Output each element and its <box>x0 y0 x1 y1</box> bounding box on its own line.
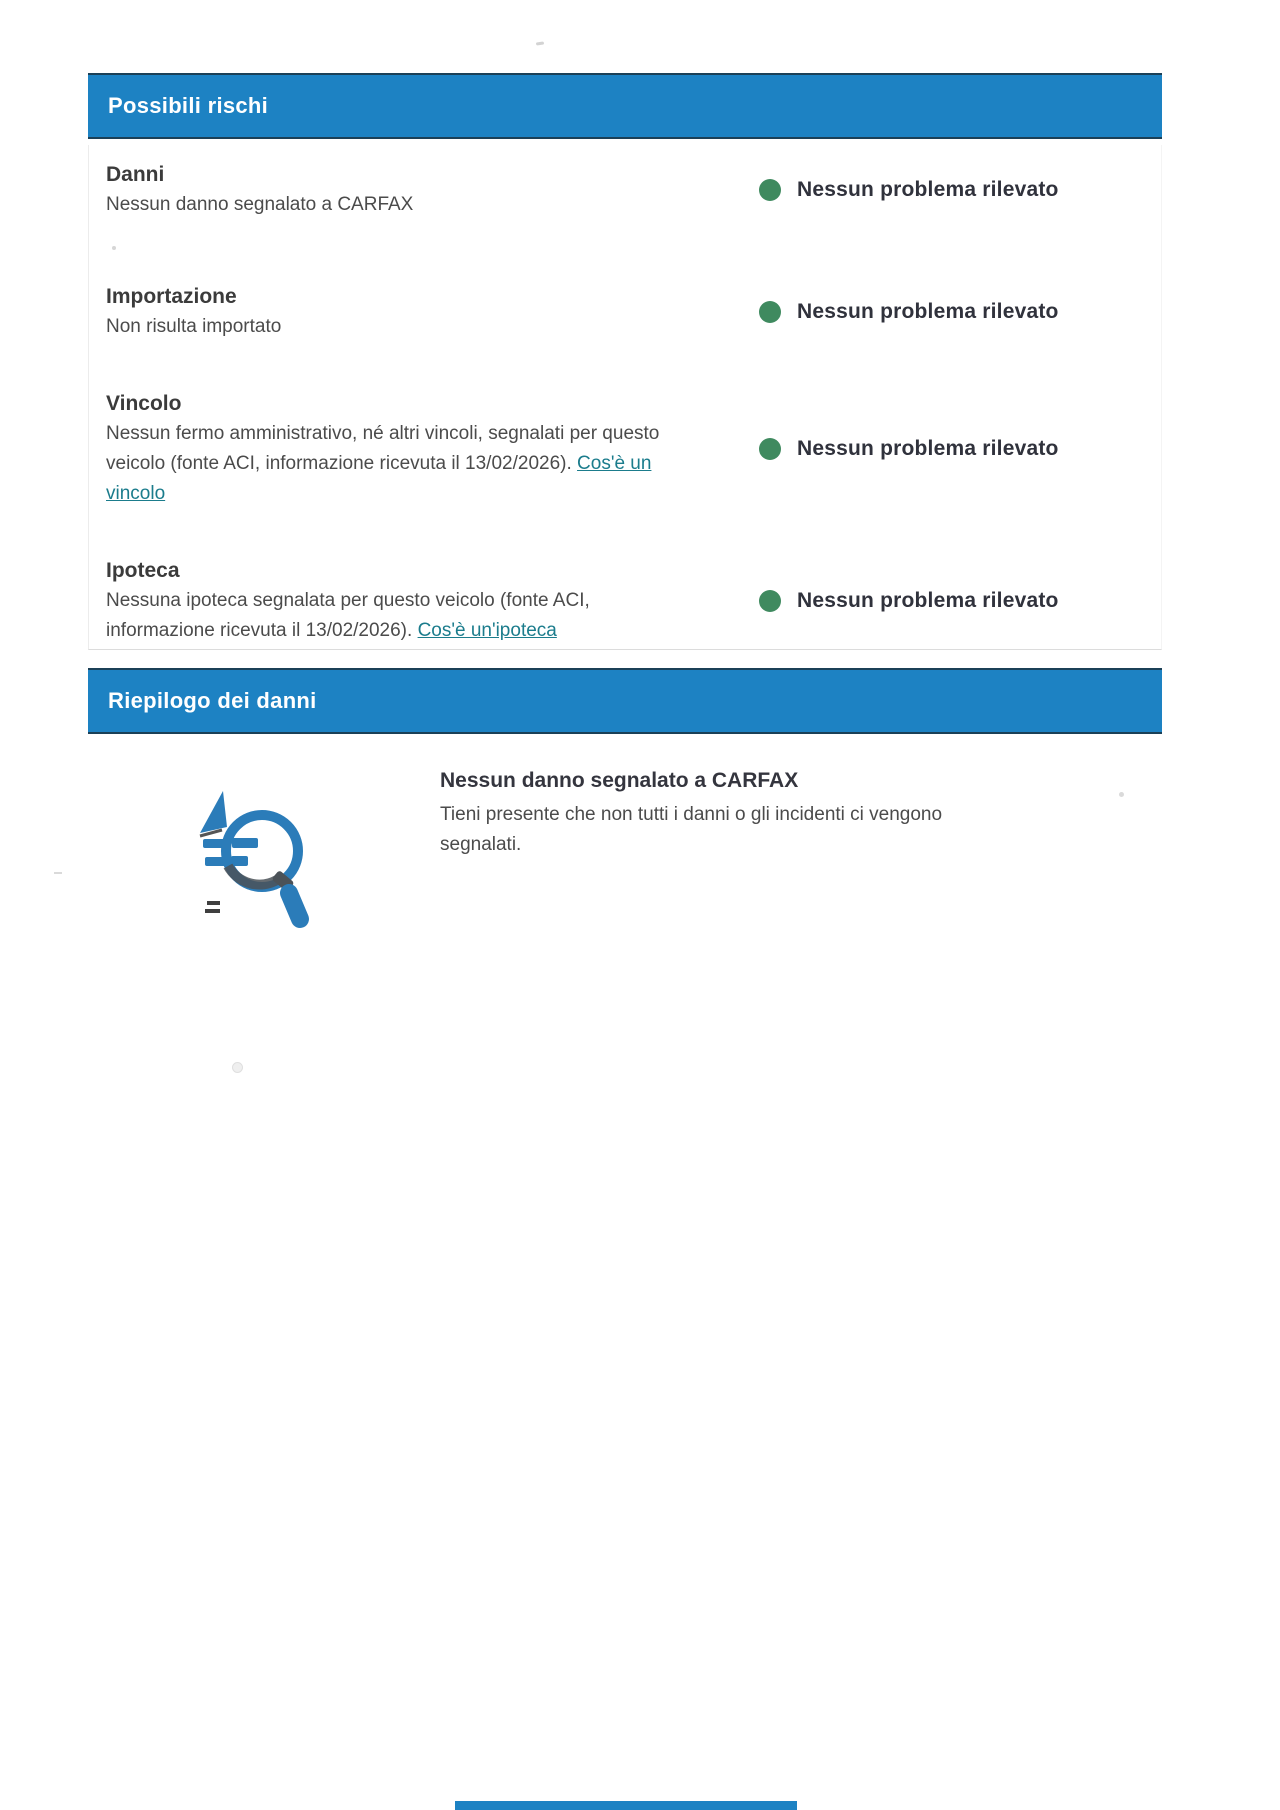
scan-speck <box>536 41 544 45</box>
green-status-dot-icon <box>759 438 781 460</box>
green-status-dot-icon <box>759 179 781 201</box>
status-indicator <box>759 589 1059 613</box>
scan-speck <box>232 1062 243 1073</box>
link-cose-un-vincolo[interactable]: Cos'è un vincolo <box>106 453 652 504</box>
possibili-rischi-card <box>88 145 1162 650</box>
section-header-possibili-rischi <box>88 73 1162 139</box>
scan-speck <box>1119 792 1124 797</box>
risk-description: Nessuna ipoteca segnalata per questo veicolo (fonte ACI, informazione ricevuta il 13/02/2026). <box>106 590 590 641</box>
risk-row-danni <box>106 160 1161 220</box>
green-status-dot-icon <box>759 301 781 323</box>
risk-description: Nessun fermo amministrativo, né altri vincoli, segnalati per questo veicolo (fonte ACI, informazione ricevuta il 13/02/2026). <box>106 423 660 474</box>
status-label: Nessun problema rilevato <box>797 300 1059 323</box>
section-header-riepilogo-dei-danni <box>88 668 1162 734</box>
status-indicator <box>759 178 1059 202</box>
riepilogo-headline: Nessun danno segnalato a CARFAX <box>440 769 799 792</box>
risk-heading: Vincolo <box>106 392 182 415</box>
section-title: Possibili rischi <box>108 93 269 118</box>
scan-speck <box>54 872 62 874</box>
risk-heading: Ipoteca <box>106 559 180 582</box>
risk-row-ipoteca <box>106 556 1161 646</box>
riepilogo-content <box>440 766 1015 860</box>
status-indicator <box>759 300 1059 324</box>
risk-description: Nessun danno segnalato a CARFAX <box>106 194 414 215</box>
link-cose-un-ipoteca[interactable]: Cos'è un'ipoteca <box>417 620 557 641</box>
status-label: Nessun problema rilevato <box>797 589 1059 612</box>
status-label: Nessun problema rilevato <box>797 178 1059 201</box>
scan-speck <box>112 246 116 250</box>
status-indicator <box>759 437 1059 461</box>
risk-heading: Importazione <box>106 285 237 308</box>
green-status-dot-icon <box>759 590 781 612</box>
risk-row-importazione <box>106 282 1161 342</box>
risk-row-vincolo <box>106 389 1161 509</box>
status-label: Nessun problema rilevato <box>797 437 1059 460</box>
section-title: Riepilogo dei danni <box>108 688 317 713</box>
damage-search-icon <box>195 787 315 937</box>
next-section-header-partial <box>455 1801 797 1810</box>
risk-description: Non risulta importato <box>106 316 282 337</box>
riepilogo-body: Tieni presente che non tutti i danni o gli incidenti ci vengono segnalati. <box>440 804 943 855</box>
risk-heading: Danni <box>106 163 165 186</box>
